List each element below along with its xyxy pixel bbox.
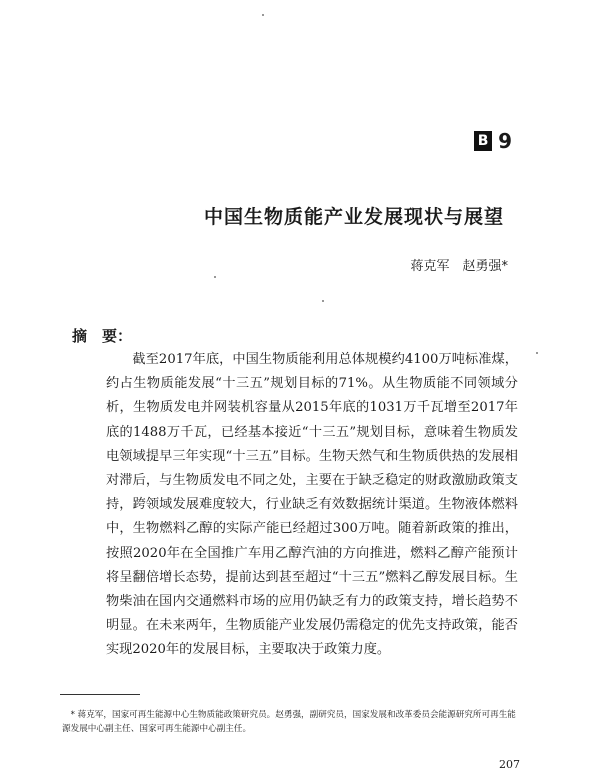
scan-speck — [262, 14, 264, 16]
chapter-badge-icon: B — [474, 131, 492, 151]
chapter-label — [474, 131, 512, 151]
scan-speck — [536, 352, 538, 354]
scan-speck — [322, 300, 324, 302]
page-number: 207 — [499, 758, 520, 771]
abstract-body: 截至2017年底，中国生物质能利用总体规模约4100万吨标准煤，约占生物质能发展“十三五”规划目标的71%。从生物质能不同领域分析，生物质发电并网装机容量从2015年底的1031万千瓦增至2017年底的1488万千瓦，已经基本接近“十三五”规划目标，意味着生物质发电领域提早三年实现“十三五”目标。生物天然气和生物质供热的发展相对滞后，与生物质发电不同之处，主要在于缺乏稳定的财政激励政策支持，跨领域发展难度较大，行业缺乏有效数据统计渠道。生物液体燃料中，生物燃料乙醇的实际产能已经超过300万吨。随着新政策的推出，按照2020年在全国推广车用乙醇汽油的方向推进，燃料乙醇产能预计将呈翻倍增长态势，提前达到甚至超过“十三五”燃料乙醇发展目标。生物柴油在国内交通燃料市场的应用仍缺乏有力的政策支持，增长趋势不明显。在未来两年，生物质能产业发展仍需稳定的优先支持政策，能否实现2020年的发展目标，主要取决于政策力度。 — [106, 352, 518, 658]
author-footnote: * 蒋克军，国家可再生能源中心生物质能政策研究员。赵勇强，副研究员，国家发展和改革委员会能源研究所可再生能源发展中心副主任、国家可再生能源中心副主任。 — [62, 710, 516, 734]
scan-speck — [214, 276, 216, 278]
page-title: 中国生物质能产业发展现状与展望 — [203, 206, 504, 228]
authors: 蒋克军 赵勇强* — [410, 259, 508, 274]
abstract-label: 摘 要： — [72, 327, 133, 345]
footnote-divider — [60, 694, 140, 695]
chapter-number: 9 — [498, 129, 512, 153]
